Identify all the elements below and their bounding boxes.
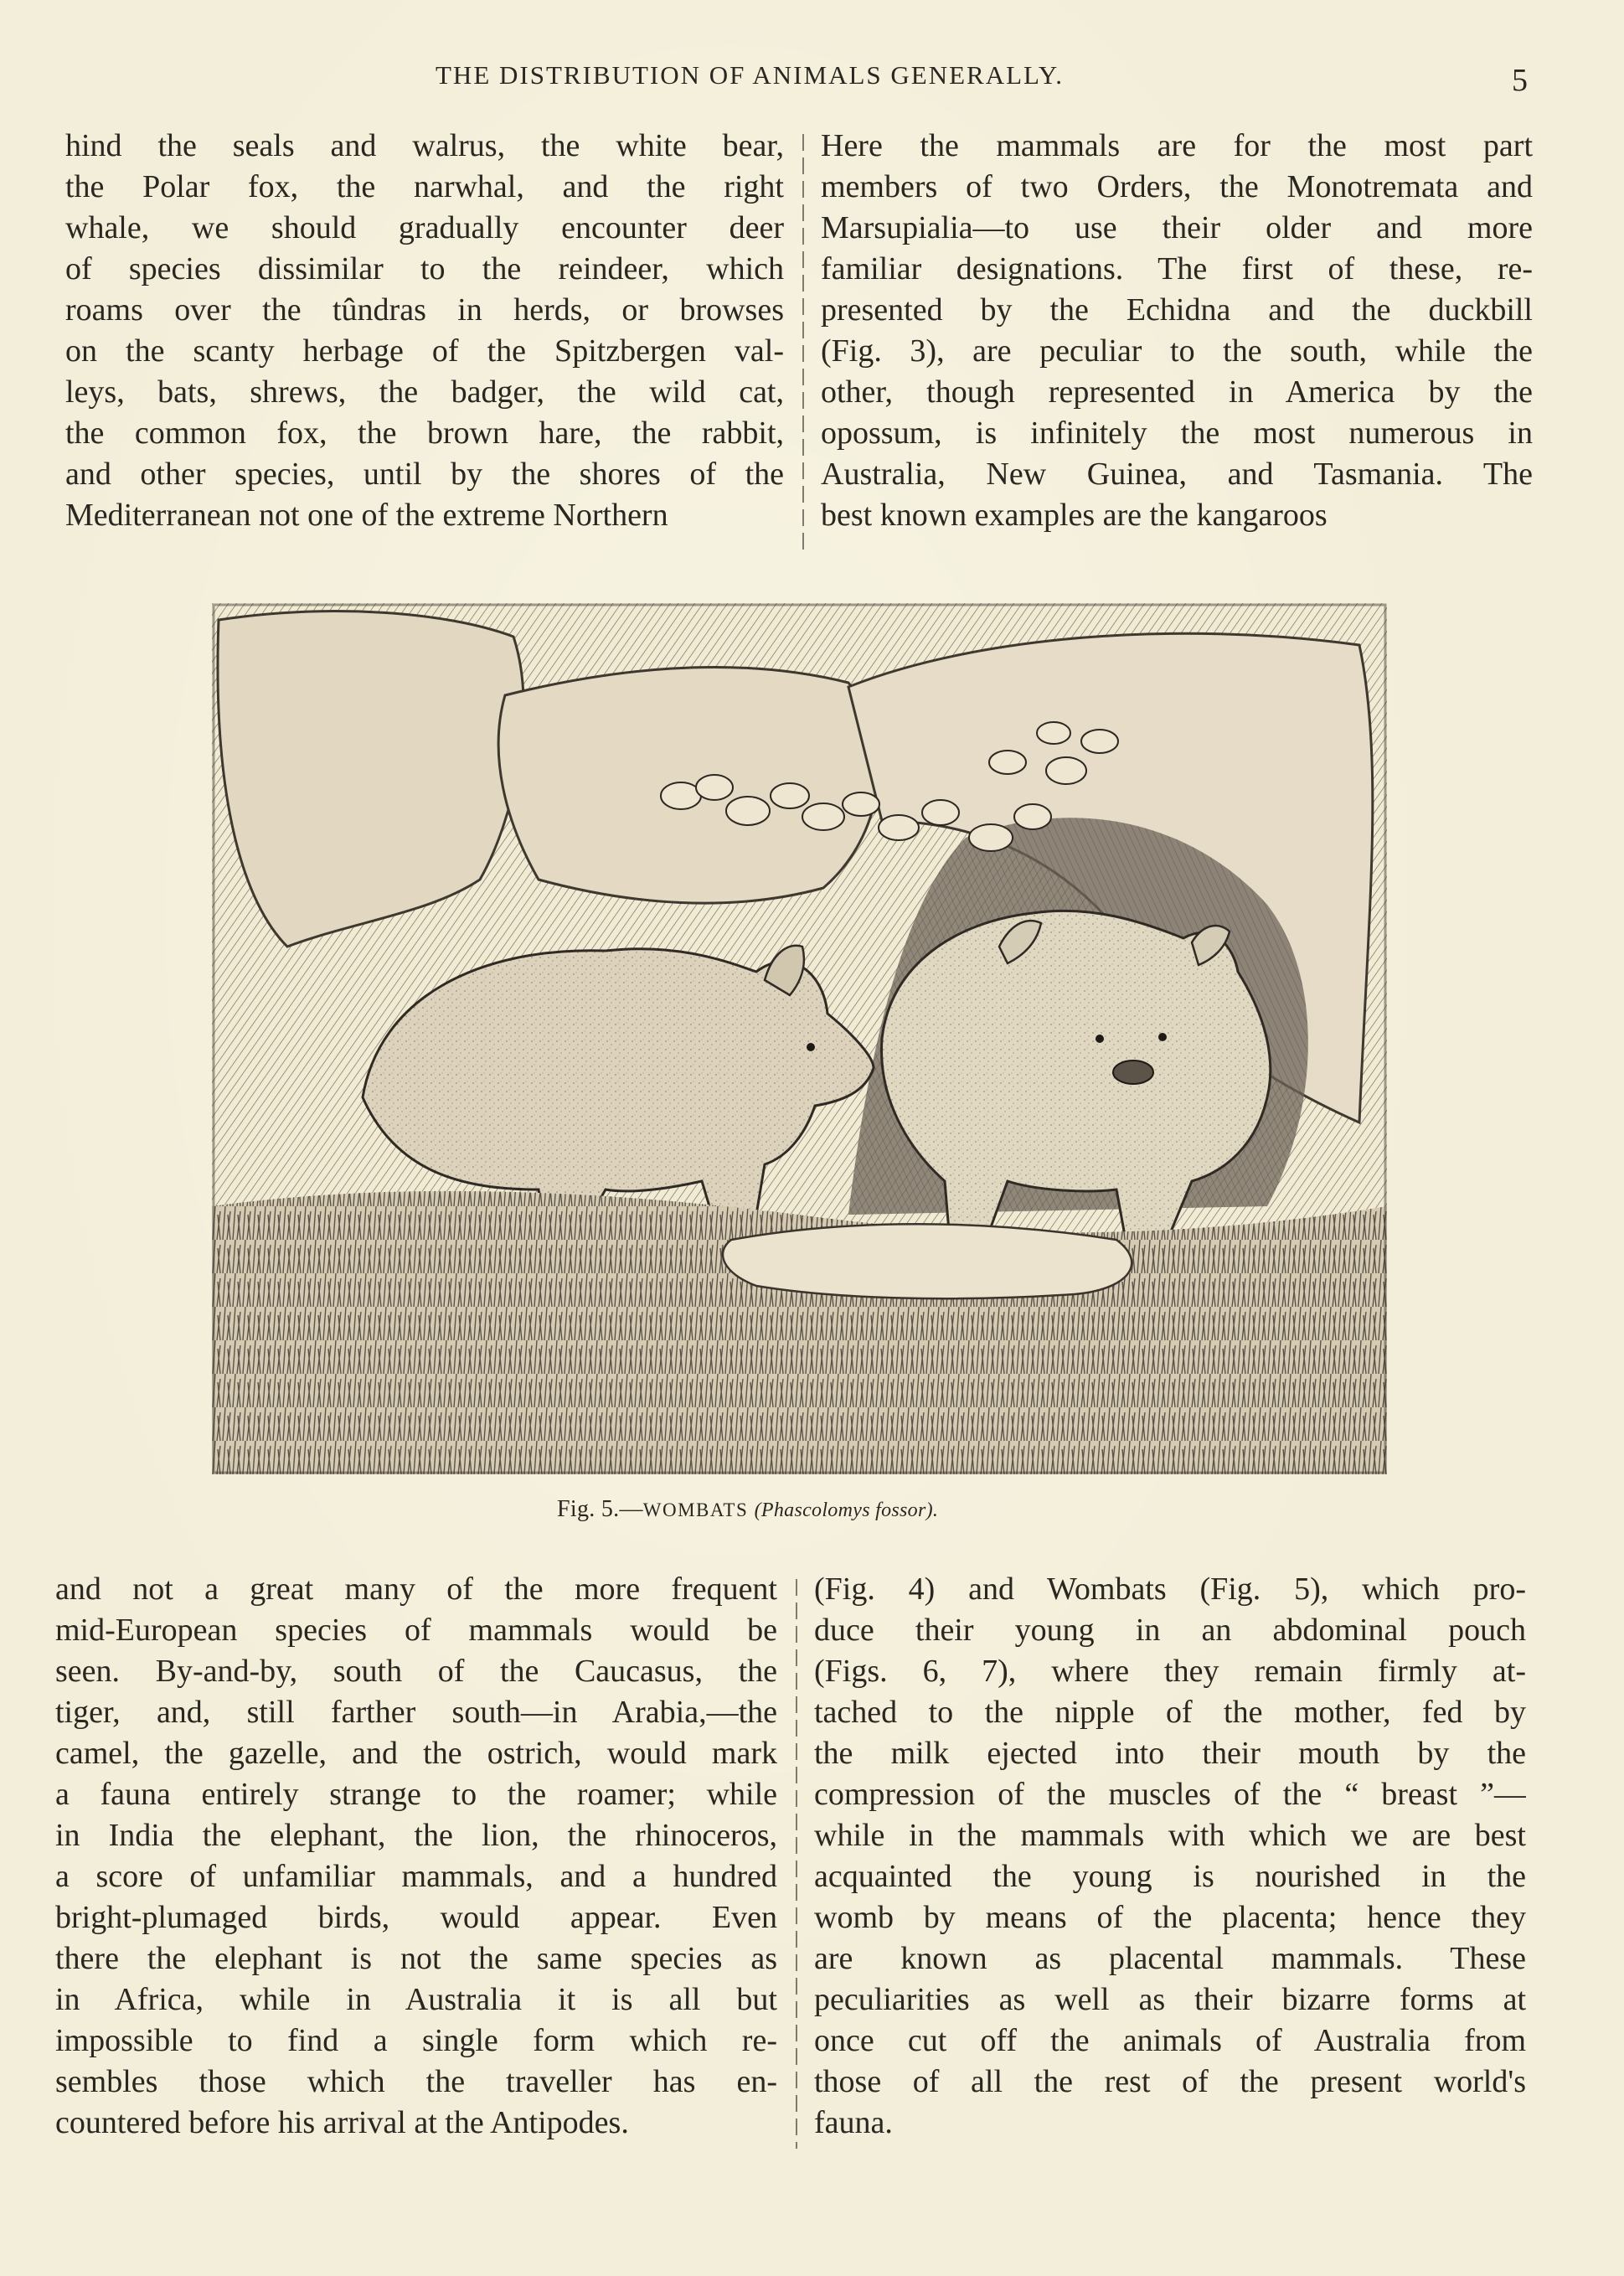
text-line: Australia, New Guinea, and Tasmania. The xyxy=(821,457,1533,492)
text-line: while in the mammals with which we are best xyxy=(814,1818,1526,1853)
text-line: those of all the rest of the present world's xyxy=(814,2064,1526,2099)
text-line: opossum, is infinitely the most numerous in xyxy=(821,415,1533,451)
figure-label: Fig. 5.— xyxy=(557,1496,643,1522)
text-line: the Polar fox, the narwhal, and the right xyxy=(65,169,784,204)
text-line: womb by means of the placenta; hence they xyxy=(814,1900,1526,1935)
text-line: bright-plumaged birds, would appear. Even xyxy=(55,1900,777,1935)
left-wombat-eye xyxy=(807,1043,815,1051)
text-line: hind the seals and walrus, the white bear, xyxy=(65,128,784,163)
right-wombat-nose xyxy=(1113,1061,1153,1084)
right-wombat-eye-right xyxy=(1158,1033,1167,1041)
bottom-right-column xyxy=(814,1569,1526,2144)
text-line: and not a great many of the more frequent xyxy=(55,1572,777,1607)
text-line: best known examples are the kangaroos xyxy=(821,498,1328,533)
text-line: Marsupialia—to use their older and more xyxy=(821,210,1533,245)
figure-title: WOMBATS xyxy=(642,1499,749,1520)
text-line: mid-European species of mammals would be xyxy=(55,1613,777,1648)
text-line: the common fox, the brown hare, the rabbit, xyxy=(65,415,784,451)
text-line: (Figs. 6, 7), where they remain firmly at- xyxy=(814,1654,1526,1689)
text-line: once cut off the animals of Australia from xyxy=(814,2023,1526,2058)
text-line: compression of the muscles of the “ breast ”— xyxy=(814,1777,1526,1812)
top-column-divider xyxy=(802,134,804,553)
text-line: are known as placental mammals. These xyxy=(814,1941,1526,1976)
text-line: roams over the tûndras in herds, or browses xyxy=(65,292,784,328)
text-line: familiar designations. The first of these, re- xyxy=(821,251,1533,286)
text-line: (Fig. 3), are peculiar to the south, while the xyxy=(821,333,1533,369)
text-line: acquainted the young is nourished in the xyxy=(814,1859,1526,1894)
text-line: duce their young in an abdominal pouch xyxy=(814,1613,1526,1648)
page-number: 5 xyxy=(1512,63,1528,98)
text-line: the milk ejected into their mouth by the xyxy=(814,1736,1526,1771)
text-line: leys, bats, shrews, the badger, the wild cat, xyxy=(65,374,784,410)
text-line: tached to the nipple of the mother, fed by xyxy=(814,1695,1526,1730)
text-line: a score of unfamiliar mammals, and a hundred xyxy=(55,1859,777,1894)
top-left-column xyxy=(65,126,784,536)
bottom-column-divider xyxy=(796,1579,797,2149)
text-line: fauna. xyxy=(814,2105,893,2140)
text-line: camel, the gazelle, and the ostrich, would mark xyxy=(55,1736,777,1771)
text-line: in India the elephant, the lion, the rhinoceros, xyxy=(55,1818,777,1853)
bottom-left-column xyxy=(55,1569,777,2144)
text-line: in Africa, while in Australia it is all but xyxy=(55,1982,777,2017)
text-line: of species dissimilar to the reindeer, which xyxy=(65,251,784,286)
text-line: (Fig. 4) and Wombats (Fig. 5), which pro- xyxy=(814,1572,1526,1607)
right-wombat-eye-left xyxy=(1096,1035,1104,1043)
foreground-log xyxy=(723,1224,1132,1298)
text-line: Mediterranean not one of the extreme Northern xyxy=(65,498,668,533)
text-line: there the elephant is not the same species as xyxy=(55,1941,777,1976)
text-line: presented by the Echidna and the duckbill xyxy=(821,292,1533,328)
text-line: peculiarities as well as their bizarre forms at xyxy=(814,1982,1526,2017)
text-line: on the scanty herbage of the Spitzbergen val- xyxy=(65,333,784,369)
text-line: countered before his arrival at the Antipodes. xyxy=(55,2105,629,2140)
text-line: members of two Orders, the Monotremata and xyxy=(821,169,1533,204)
text-line: and other species, until by the shores of the xyxy=(65,457,784,492)
figure-caption xyxy=(557,1496,1059,1523)
text-line: Here the mammals are for the most part xyxy=(821,128,1533,163)
figure-latin-name: (Phascolomys fossor). xyxy=(754,1499,939,1521)
text-line: impossible to find a single form which re- xyxy=(55,2023,777,2058)
top-right-column xyxy=(821,126,1533,536)
running-header: THE DISTRIBUTION OF ANIMALS GENERALLY. xyxy=(436,60,1065,90)
text-line: whale, we should gradually encounter deer xyxy=(65,210,784,245)
text-line: seen. By-and-by, south of the Caucasus, the xyxy=(55,1654,777,1689)
text-line: sembles those which the traveller has en- xyxy=(55,2064,777,2099)
text-line: tiger, and, still farther south—in Arabia,—the xyxy=(55,1695,777,1730)
text-line: other, though represented in America by the xyxy=(821,374,1533,410)
wombats-engraving xyxy=(212,603,1387,1474)
text-line: a fauna entirely strange to the roamer; while xyxy=(55,1777,777,1812)
